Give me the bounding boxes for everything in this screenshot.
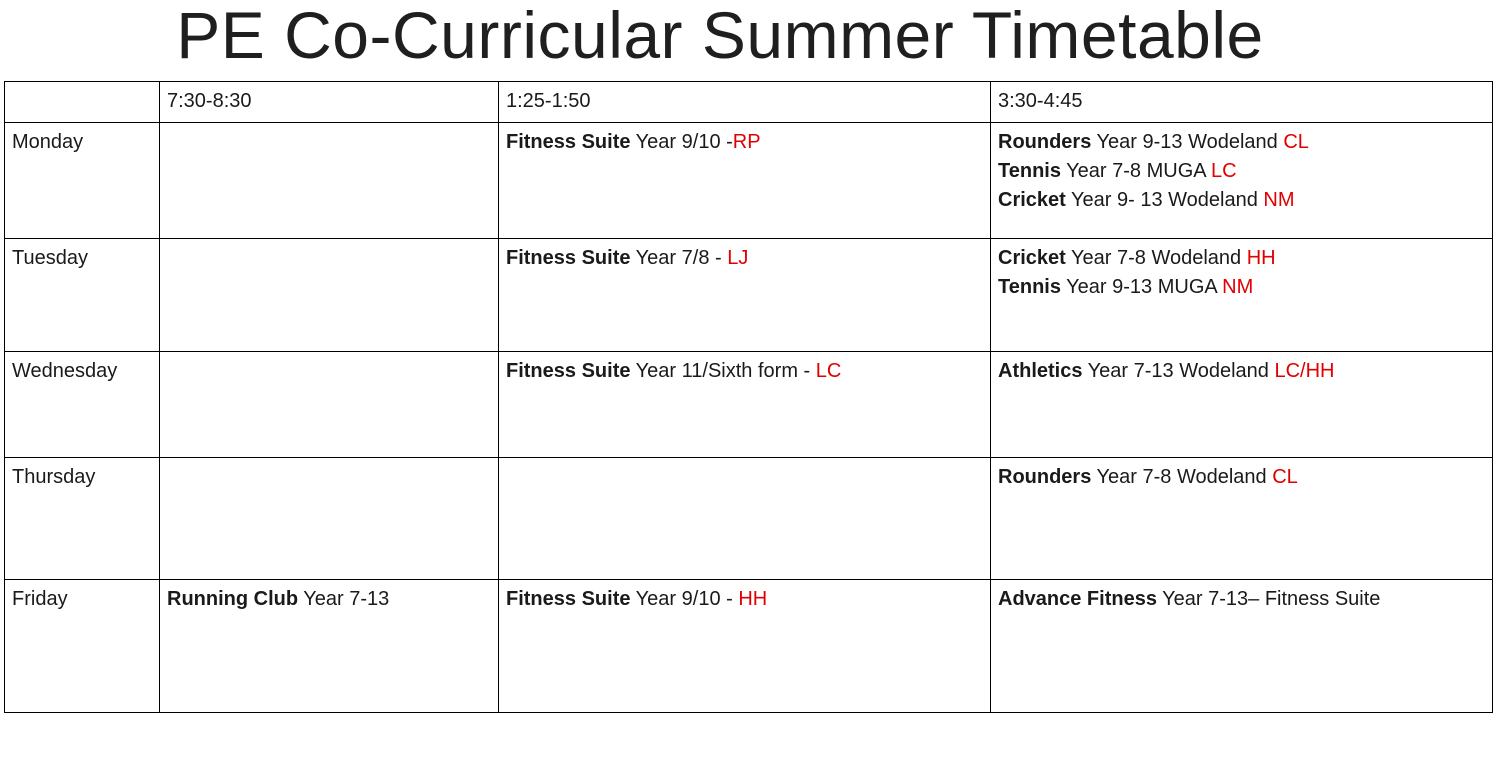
session-detail: Year 9-13 MUGA xyxy=(1060,276,1223,298)
day-row xyxy=(5,458,1493,580)
session-cell xyxy=(160,580,499,713)
day-row xyxy=(5,352,1493,458)
activity-name: Tennis xyxy=(998,276,1061,298)
staff-initials: HH xyxy=(738,588,768,610)
session-detail: Year 9/10 - xyxy=(630,131,733,153)
session-entry xyxy=(998,357,1486,386)
activity-name: Tennis xyxy=(998,160,1061,182)
activity-name: Fitness Suite xyxy=(506,588,631,610)
session-cell xyxy=(499,352,991,458)
session-entry xyxy=(998,273,1486,302)
session-cell xyxy=(160,458,499,580)
session-detail: Year 9- 13 Wodeland xyxy=(1065,189,1264,211)
corner-cell xyxy=(5,82,160,123)
session-detail: Year 7/8 - xyxy=(630,247,728,269)
session-cell xyxy=(160,352,499,458)
activity-name: Running Club xyxy=(167,588,299,610)
staff-initials: NM xyxy=(1222,276,1254,298)
session-detail: Year 7-13– Fitness Suite xyxy=(1156,588,1381,610)
session-entry xyxy=(998,186,1486,215)
activity-name: Cricket xyxy=(998,189,1066,211)
day-label: Thursday xyxy=(5,458,160,580)
session-cell xyxy=(160,123,499,239)
session-cell xyxy=(499,580,991,713)
session-entry xyxy=(506,357,984,386)
session-cell xyxy=(991,352,1493,458)
session-detail: Year 7-8 Wodeland xyxy=(1065,247,1247,269)
time-slot-header: 1:25-1:50 xyxy=(499,82,991,123)
staff-initials: LC/HH xyxy=(1274,360,1335,382)
session-entry xyxy=(998,244,1486,273)
activity-name: Athletics xyxy=(998,360,1083,382)
session-entry xyxy=(506,585,984,614)
day-label: Monday xyxy=(5,123,160,239)
session-cell xyxy=(991,458,1493,580)
staff-initials: LJ xyxy=(727,247,749,269)
activity-name: Fitness Suite xyxy=(506,360,631,382)
session-detail: Year 7-13 Wodeland xyxy=(1082,360,1275,382)
session-detail: Year 7-8 Wodeland xyxy=(1091,466,1273,488)
activity-name: Advance Fitness xyxy=(998,588,1157,610)
activity-name: Rounders xyxy=(998,131,1092,153)
session-detail: Year 7-13 xyxy=(298,588,390,610)
staff-initials: RP xyxy=(732,131,761,153)
session-entry xyxy=(506,128,984,157)
session-cell xyxy=(499,123,991,239)
session-cell xyxy=(991,123,1493,239)
session-detail: Year 9/10 - xyxy=(630,588,739,610)
session-cell xyxy=(499,458,991,580)
day-label: Friday xyxy=(5,580,160,713)
session-entry xyxy=(506,244,984,273)
session-cell xyxy=(991,580,1493,713)
session-cell xyxy=(160,239,499,352)
staff-initials: HH xyxy=(1246,247,1276,269)
session-entry xyxy=(167,585,492,614)
session-entry xyxy=(998,157,1486,186)
staff-initials: LC xyxy=(1211,160,1237,182)
staff-initials: NM xyxy=(1263,189,1295,211)
staff-initials: CL xyxy=(1272,466,1298,488)
time-slot-header: 7:30-8:30 xyxy=(160,82,499,123)
day-row xyxy=(5,123,1493,239)
session-detail: Year 11/Sixth form - xyxy=(630,360,816,382)
day-row xyxy=(5,239,1493,352)
session-cell xyxy=(991,239,1493,352)
header-row xyxy=(5,82,1493,123)
session-cell xyxy=(499,239,991,352)
time-slot-header: 3:30-4:45 xyxy=(991,82,1493,123)
session-detail: Year 9-13 Wodeland xyxy=(1091,131,1284,153)
session-entry xyxy=(998,128,1486,157)
activity-name: Fitness Suite xyxy=(506,131,631,153)
day-label: Wednesday xyxy=(5,352,160,458)
activity-name: Fitness Suite xyxy=(506,247,631,269)
activity-name: Cricket xyxy=(998,247,1066,269)
day-label: Tuesday xyxy=(5,239,160,352)
staff-initials: CL xyxy=(1283,131,1309,153)
page-title: PE Co-Curricular Summer Timetable xyxy=(176,0,1264,72)
session-entry xyxy=(998,463,1486,492)
day-row xyxy=(5,580,1493,713)
activity-name: Rounders xyxy=(998,466,1092,488)
session-detail: Year 7-8 MUGA xyxy=(1060,160,1212,182)
session-entry xyxy=(998,585,1486,614)
timetable-table xyxy=(4,81,1493,713)
staff-initials: LC xyxy=(815,360,842,382)
